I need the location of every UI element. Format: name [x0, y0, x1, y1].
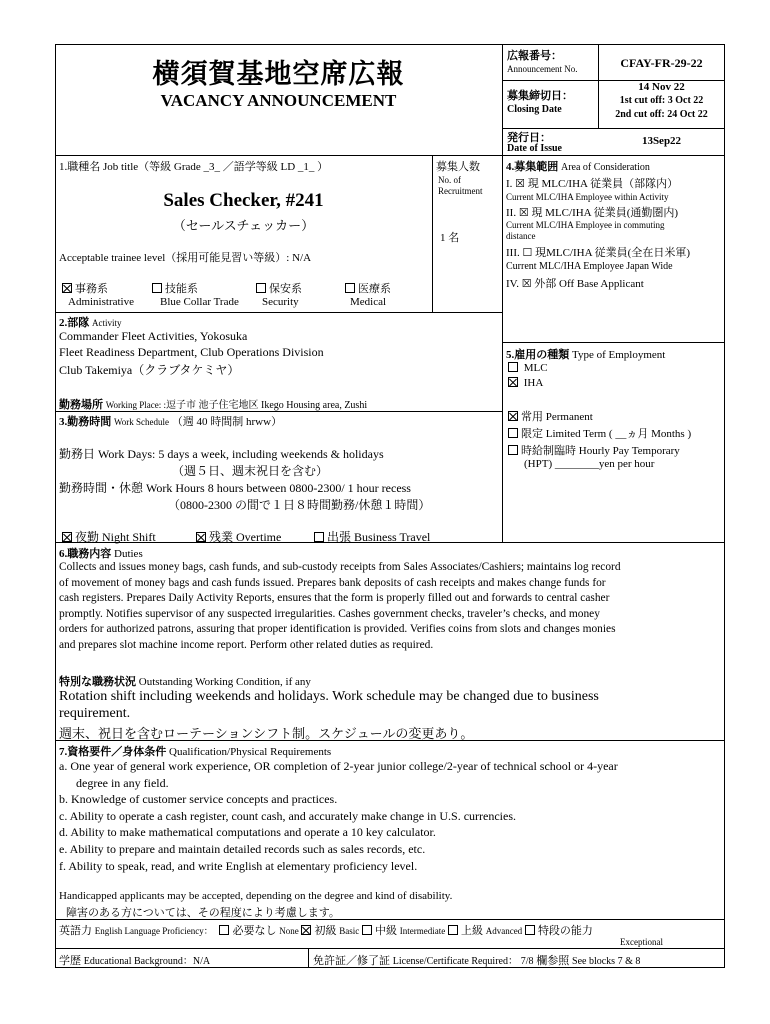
consideration-iv: IV. ☒ 外部 Off Base Applicant	[506, 278, 644, 290]
recruit-label: 募集人数	[436, 161, 480, 173]
qualifications-heading: 7.資格要件／身体条件 Qualification/Physical Requirements	[59, 746, 332, 758]
rotation-line-1: Rotation shift including weekends and holidays. Work schedule may be changed due to business	[59, 689, 599, 704]
consideration-ii-sub2: distance	[506, 231, 536, 241]
category-medical[interactable]: 医療系	[345, 280, 391, 296]
job-title-heading: 1.職種名 Job title（等級 Grade _3_ ／語学等級 LD _1_ ）	[59, 161, 329, 173]
checkbox-unchecked[interactable]	[508, 362, 518, 372]
category-admin-en: Administrative	[68, 296, 134, 308]
announcement-no-label: 広報番号：	[507, 50, 562, 62]
checkbox-unchecked[interactable]	[219, 925, 229, 935]
business-travel[interactable]: 出張 Business Travel	[314, 528, 430, 545]
rotation-jp: 週末、祝日を含むローテーションシフト制。スケジュールの変更あり。	[59, 726, 474, 741]
announcement-no: CFAY-FR-29-22	[620, 56, 703, 70]
checkbox-checked[interactable]	[301, 925, 311, 935]
rule-header-split	[502, 44, 503, 155]
closing-date: 14 Nov 22	[638, 81, 685, 93]
checkbox-checked[interactable]	[508, 411, 518, 421]
checkbox-checked[interactable]	[196, 532, 206, 542]
category-admin[interactable]: 事務系	[62, 280, 108, 296]
employment-iha[interactable]: IHA	[508, 377, 543, 389]
english-proficiency: 英語力 English Language Proficiency： 必要なし None 初級 Basic 中級 Intermediate 上級 Advanced 特段の能力	[59, 925, 593, 937]
category-security[interactable]: 保安系	[256, 280, 302, 296]
employment-mlc[interactable]: MLC	[508, 362, 548, 374]
issue-date-label: 発行日：	[507, 132, 551, 144]
work-hours: 勤務時間・休憩 Work Hours 8 hours between 0800-2300/ 1 hour recess	[59, 481, 411, 495]
employment-limited[interactable]: 限定 Limited Term ( __ヵ月 Months )	[508, 425, 691, 441]
activity-line-3: Club Takemiya（クラブタケミヤ）	[59, 363, 240, 377]
english-exceptional-en: Exceptional	[620, 937, 663, 947]
rule-right-col	[502, 155, 503, 542]
outstanding-heading: 特別な職務状況 Outstanding Working Condition, if any	[59, 676, 311, 688]
license-required: 免許証／修了証 License/Certificate Required： 7/8 欄参照 See blocks 7 & 8	[313, 955, 641, 967]
qualifications-list: a. One year of general work experience, OR completion of 2-year junior college/2-year of technical school or 4-year degree in any field. b. Knowledge of customer service concepts and practices. c. Ability to operate a cash register, count cash, and accurately make change in U.S. currencies. d. Ability to make mathematical computations and operate a 10 key calculator. e. Ability to prepare and maintain detailed records such as sales records, etc. f. Ability to speak, read, and write English at elementary proficiency level.	[59, 759, 618, 873]
consideration-iii: III. ☐ 現MLC/IHA 従業員(全在日米軍)	[506, 247, 691, 259]
rule-english-bottom	[55, 948, 725, 949]
issue-date: 13Sep22	[641, 135, 682, 147]
consideration-i: I. ☒ 現 MLC/IHA 従業員（部隊内）	[506, 178, 679, 190]
checkbox-unchecked[interactable]	[362, 925, 372, 935]
job-title-kana: （セールスチェッカー）	[172, 218, 315, 233]
cutoff-1: 1st cut off: 3 Oct 22	[619, 95, 704, 106]
checkbox-unchecked[interactable]	[508, 445, 518, 455]
activity-line-2: Fleet Readiness Department, Club Operations Division	[59, 345, 324, 359]
checkbox-unchecked[interactable]	[314, 532, 324, 542]
checkbox-unchecked[interactable]	[448, 925, 458, 935]
employment-hourly[interactable]: 時給制臨時 Hourly Pay Temporary	[508, 442, 680, 458]
work-hours-jp: （0800-2300 の間で１日８時間勤務/休憩１時間）	[168, 498, 431, 512]
employment-permanent[interactable]: 常用 Permanent	[508, 408, 593, 424]
category-security-en: Security	[262, 296, 299, 308]
rule-header-bottom	[55, 155, 725, 156]
schedule-heading: 3.勤務時間 Work Schedule （週 40 時間制 hrww）	[59, 416, 283, 428]
activity-line-1: Commander Fleet Activities, Yokosuka	[59, 329, 248, 343]
overtime[interactable]: 残業 Overtime	[196, 528, 281, 545]
rotation-line-2: requirement.	[59, 706, 131, 721]
checkbox-unchecked[interactable]	[345, 283, 355, 293]
work-days: 勤務日 Work Days: 5 days a week, including weekends & holidays	[59, 447, 384, 461]
cutoff-2: 2nd cut off: 24 Oct 22	[615, 109, 708, 120]
recruit-label-en-1: No. of	[438, 175, 461, 185]
issue-date-label-en: Date of Issue	[507, 143, 562, 154]
employment-heading: 5.雇用の種類 Type of Employment	[506, 349, 666, 361]
closing-date-label: 募集締切日：	[507, 90, 573, 102]
handicap-en: Handicapped applicants may be accepted, depending on the degree and kind of disability.	[59, 890, 453, 902]
checkbox-checked[interactable]	[62, 532, 72, 542]
night-shift[interactable]: 夜勤 Night Shift	[62, 528, 156, 545]
activity-heading: 2.部隊 Activity	[59, 317, 122, 329]
checkbox-unchecked[interactable]	[152, 283, 162, 293]
duties-text: Collects and issues money bags, cash funds, and sub-custody receipts from Sales Associates/Cashiers; maintains log record of movement of money bags and cash funds issued. Prepares bank deposits of cash receipts and makes change funds for cash registers. Prepares Daily Activity Reports, ensures that the form is properly filled out and forwards to central casher promptly. Notifies supervisor of any suspected irregularities. Cashes government checks, traveler’s checks, and money orders for authorized patrons, assuring that proper identification is provided. Verifies coins from slots and changes monies and prepares slot machine income report. Perform other related duties as required.	[59, 561, 621, 651]
checkbox-unchecked[interactable]	[525, 925, 535, 935]
consideration-ii: II. ☒ 現 MLC/IHA 従業員(通勤圏内)	[506, 207, 679, 219]
category-blue-collar-en: Blue Collar Trade	[160, 296, 239, 308]
checkbox-unchecked[interactable]	[508, 428, 518, 438]
consideration-ii-sub1: Current MLC/IHA Employee in commuting	[506, 220, 665, 230]
trainee-level: Acceptable trainee level（採用可能見習い等級）: N/A	[59, 252, 312, 264]
checkbox-unchecked[interactable]	[256, 283, 266, 293]
work-days-jp: （週５日、週末祝日を含む）	[172, 464, 329, 478]
checkbox-checked[interactable]	[62, 283, 72, 293]
rule-sec4-bottom	[502, 342, 725, 343]
title-en: VACANCY ANNOUNCEMENT	[160, 91, 397, 110]
checkbox-checked[interactable]	[508, 377, 518, 387]
duties-heading: 6.職務内容 Duties	[59, 548, 143, 560]
title-jp: 横須賀基地空席広報	[152, 59, 405, 89]
consideration-heading: 4.募集範囲 Area of Consideration	[506, 161, 650, 173]
educational-background: 学歴 Educational Background：N/A	[59, 955, 211, 967]
recruit-label-en-2: Recruitment	[438, 186, 483, 196]
announcement-no-label-en: Announcement No.	[507, 64, 578, 74]
rule-footer-split	[308, 948, 309, 968]
handicap-jp: 障害のある方については、その程度により考慮します。	[66, 907, 340, 919]
rule-sec1-bottom	[55, 312, 502, 313]
category-blue-collar[interactable]: 技能系	[152, 280, 198, 296]
consideration-i-sub: Current MLC/IHA Employee within Activity	[506, 192, 669, 202]
consideration-iii-sub: Current MLC/IHA Employee Japan Wide	[506, 261, 673, 272]
closing-date-label-en: Closing Date	[507, 104, 562, 115]
working-place: 勤務場所 Working Place: :逗子市 池子住宅地区 Ikego Housing area, Zushi	[59, 399, 368, 411]
job-title: Sales Checker, #241	[163, 190, 324, 211]
employment-hourly-rate: (HPT) ________yen per hour	[524, 458, 655, 470]
recruit-count: 1 名	[440, 232, 460, 244]
category-medical-en: Medical	[350, 296, 387, 308]
rule-recruit-left	[432, 155, 433, 312]
